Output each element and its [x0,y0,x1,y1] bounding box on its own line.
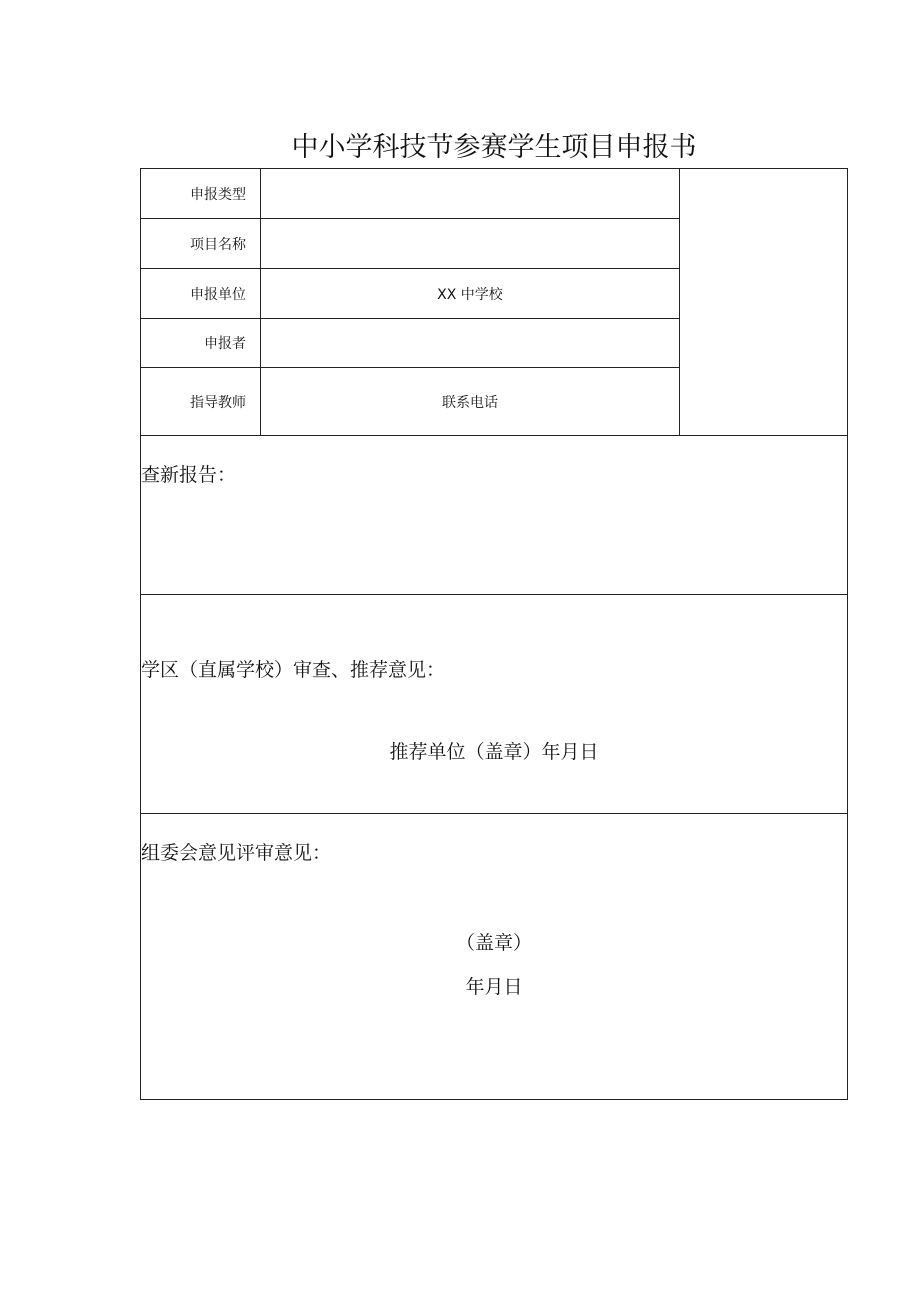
photo-area [680,169,847,435]
committee-stamp-line: （盖章） [455,932,532,954]
label-applicant: 申报者 [141,319,260,368]
district-review-section [141,595,847,814]
district-review-heading: 学区（直属学校）审查、推荐意见： [141,659,446,681]
novelty-report-heading: 查新报告： [141,464,237,486]
value-column [261,169,680,435]
document-title: 中小学科技节参赛学生项目申报书 [291,132,697,163]
value-applicant[interactable] [261,319,679,368]
application-form [140,168,848,1100]
novelty-report-section [141,436,847,595]
label-applicant-unit: 申报单位 [141,269,260,319]
committee-review-heading: 组委会意见评审意见： [141,842,332,864]
recommend-signature-line: 推荐单位（盖章）年月日 [389,741,599,763]
value-project-name[interactable] [261,219,679,269]
label-project-name: 项目名称 [141,219,260,269]
info-table [141,169,847,436]
label-column [141,169,261,435]
label-application-type: 申报类型 [141,169,260,219]
value-advisor-contact[interactable]: 联系电话 [442,394,498,411]
committee-date-line: 年月日 [465,976,523,998]
value-application-type[interactable] [261,169,679,219]
committee-review-section [141,814,847,1099]
value-applicant-unit[interactable]: XX 中学校 [261,269,679,319]
label-advisor: 指导教师 [190,394,246,411]
